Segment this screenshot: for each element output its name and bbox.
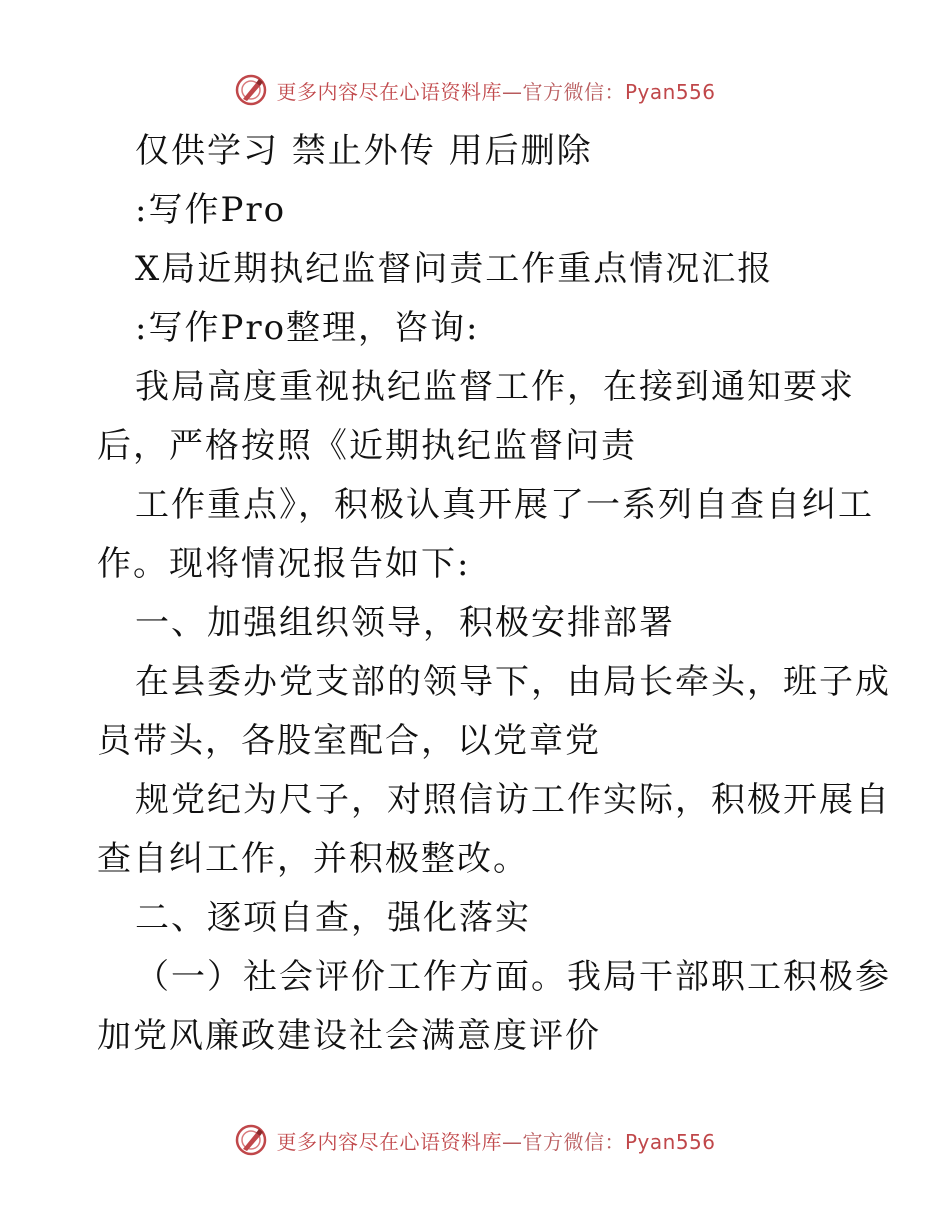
watermark-label: 官方微信： [522, 1129, 625, 1154]
watermark-main: 更多内容尽在心语资料库 [276, 79, 502, 104]
watermark-footer [0, 1120, 950, 1160]
text-line: 二、逐项自查，强化落实 [135, 898, 531, 938]
text-line: 后，严格按照《近期执纪监督问责 [97, 426, 637, 466]
text-line: X局近期执纪监督问责工作重点情况汇报 [135, 249, 774, 289]
text-line: :写作Pro [135, 190, 287, 230]
pen-logo-icon [234, 1123, 268, 1157]
watermark-id: Pyan556 [624, 79, 716, 104]
watermark-text [276, 1126, 715, 1155]
watermark-id: Pyan556 [624, 1129, 716, 1154]
document-body [97, 122, 891, 1066]
text-line: 我局高度重视执纪监督工作，在接到通知要求 [135, 367, 855, 407]
text-line: 员带头，各股室配合，以党章党 [97, 721, 601, 761]
text-line: 查自纠工作，并积极整改。 [97, 839, 529, 879]
watermark-main: 更多内容尽在心语资料库 [276, 1129, 502, 1154]
text-line: 仅供学习 禁止外传 用后删除 [135, 131, 593, 171]
pen-logo-icon [234, 73, 268, 107]
text-line: （一）社会评价工作方面。我局干部职工积极参 [135, 957, 891, 997]
text-line: 作。现将情况报告如下: [97, 544, 471, 584]
watermark-separator: — [501, 79, 523, 104]
text-line: 工作重点》，积极认真开展了一系列自查自纠工 [135, 485, 874, 525]
watermark-separator: — [501, 1129, 523, 1154]
text-line: 在县委办党支部的领导下，由局长牵头，班子成 [135, 662, 891, 702]
watermark-header [0, 70, 950, 110]
text-line: 一、加强组织领导，积极安排部署 [135, 603, 675, 643]
text-line: :写作Pro整理，咨询: [135, 308, 480, 348]
watermark-text [276, 76, 715, 105]
text-line: 加党风廉政建设社会满意度评价 [97, 1016, 601, 1056]
text-line: 规党纪为尺子，对照信访工作实际，积极开展自 [135, 780, 891, 820]
watermark-label: 官方微信： [522, 79, 625, 104]
